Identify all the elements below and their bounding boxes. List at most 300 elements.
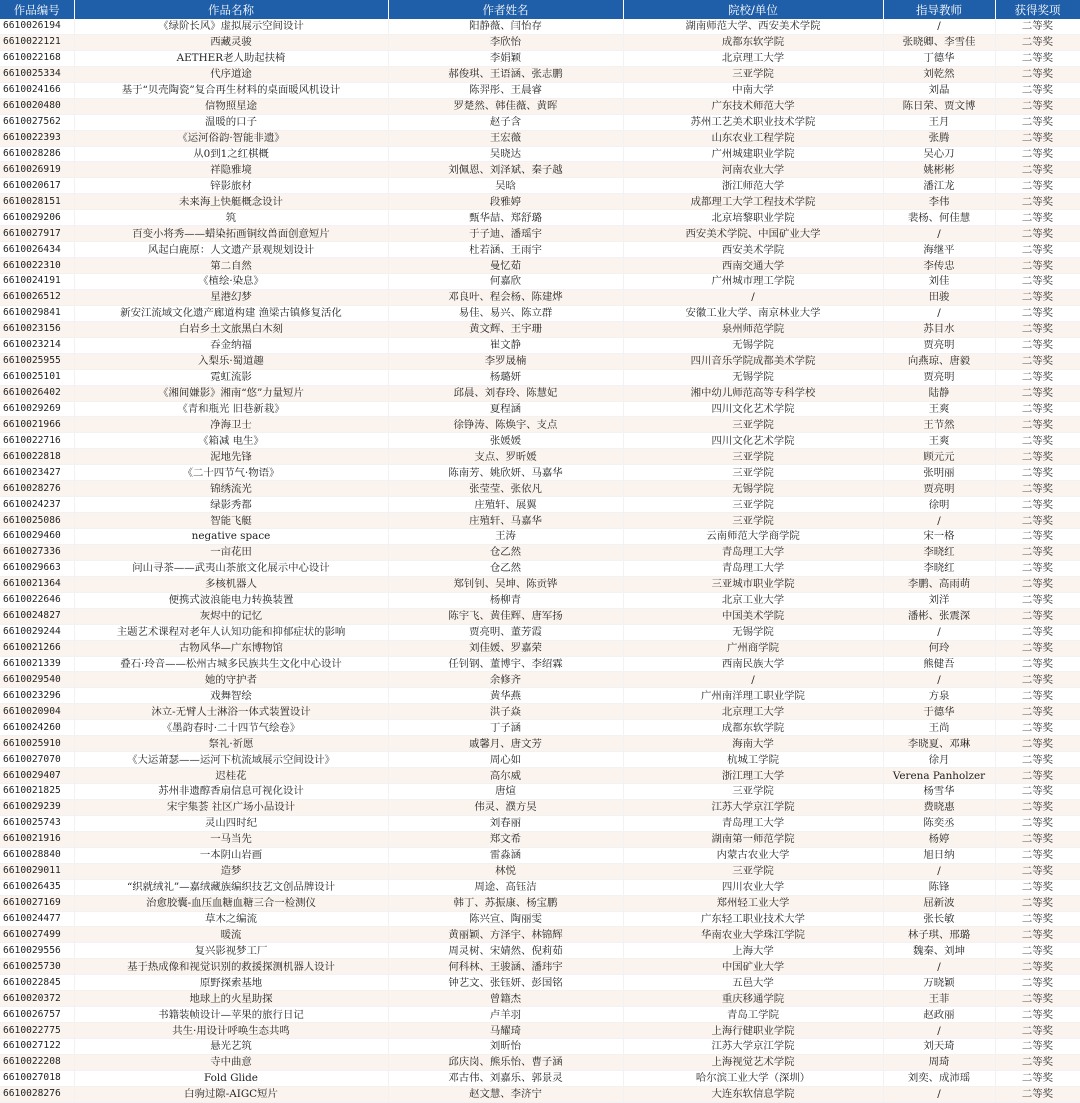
- work-name-cell: 《墨韵春时·二十四节气绘卷》: [74, 720, 388, 736]
- award-cell: 二等奖: [995, 1007, 1080, 1023]
- author-cell: 陈羿彤、王晨睿: [388, 82, 623, 98]
- advisor-cell: 刘奕、成沛瑶: [883, 1070, 995, 1086]
- author-cell: 余修齐: [388, 672, 623, 688]
- table-row: [0, 879, 1080, 895]
- author-cell: 李欣怡: [388, 34, 623, 50]
- table-row: [0, 1070, 1080, 1086]
- work-id-cell: 6610029239: [0, 799, 74, 815]
- advisor-cell: 宋一格: [883, 529, 995, 545]
- table-row: [0, 815, 1080, 831]
- institution-cell: 成都东软学院: [623, 34, 883, 50]
- work-id-cell: 6610022818: [0, 449, 74, 465]
- work-name-cell: 白驹过隙-AIGC短片: [74, 1086, 388, 1102]
- work-id-cell: 6610026757: [0, 1007, 74, 1023]
- author-cell: 贾亮明、董芳霞: [388, 624, 623, 640]
- advisor-cell: 潘彬、张震深: [883, 608, 995, 624]
- institution-cell: 西南民族大学: [623, 656, 883, 672]
- table-row: [0, 529, 1080, 545]
- work-name-cell: negative space: [74, 529, 388, 545]
- author-cell: 徐铮涛、陈焕宇、支点: [388, 417, 623, 433]
- award-cell: 二等奖: [995, 513, 1080, 529]
- award-cell: 二等奖: [995, 831, 1080, 847]
- work-id-cell: 6610022845: [0, 975, 74, 991]
- table-row: [0, 863, 1080, 879]
- work-id-cell: 6610028286: [0, 146, 74, 162]
- award-cell: 二等奖: [995, 194, 1080, 210]
- author-cell: 邓古伟、刘嘉乐、郭景灵: [388, 1070, 623, 1086]
- work-id-cell: 6610024827: [0, 608, 74, 624]
- institution-cell: 青岛理工大学: [623, 815, 883, 831]
- advisor-cell: 万晓颖: [883, 975, 995, 991]
- work-name-cell: 灵山四时纪: [74, 815, 388, 831]
- work-id-cell: 6610026434: [0, 242, 74, 258]
- work-id-cell: 6610029011: [0, 863, 74, 879]
- award-cell: 二等奖: [995, 274, 1080, 290]
- work-name-cell: 悬光艺筑: [74, 1039, 388, 1055]
- institution-cell: 广州商学院: [623, 640, 883, 656]
- advisor-cell: 贾亮明: [883, 481, 995, 497]
- header-row: [0, 0, 1080, 19]
- institution-cell: 广州城市理工学院: [623, 274, 883, 290]
- advisor-cell: 刘乾然: [883, 66, 995, 82]
- institution-cell: 四川音乐学院成都美术学院: [623, 353, 883, 369]
- institution-cell: 三亚学院: [623, 863, 883, 879]
- work-name-cell: 一亩花田: [74, 544, 388, 560]
- table-row: [0, 1086, 1080, 1102]
- advisor-cell: 苏目水: [883, 321, 995, 337]
- work-id-cell: 6610029269: [0, 401, 74, 417]
- author-cell: 夏程涵: [388, 401, 623, 417]
- author-cell: 曾籍杰: [388, 991, 623, 1007]
- award-cell: 二等奖: [995, 258, 1080, 274]
- institution-cell: 中南大学: [623, 82, 883, 98]
- advisor-cell: 王菲: [883, 991, 995, 1007]
- institution-cell: 北京培黎职业学院: [623, 210, 883, 226]
- award-cell: 二等奖: [995, 305, 1080, 321]
- advisor-cell: 何玲: [883, 640, 995, 656]
- award-cell: 二等奖: [995, 242, 1080, 258]
- advisor-cell: /: [883, 513, 995, 529]
- work-id-cell: 6610021916: [0, 831, 74, 847]
- advisor-cell: /: [883, 624, 995, 640]
- work-id-cell: 6610025101: [0, 369, 74, 385]
- table-row: [0, 624, 1080, 640]
- author-cell: 韩丁、苏振康、杨宝鹏: [388, 895, 623, 911]
- author-cell: 戚馨月、唐文芳: [388, 736, 623, 752]
- institution-cell: 北京工业大学: [623, 592, 883, 608]
- table-row: [0, 768, 1080, 784]
- work-id-cell: 6610022208: [0, 1054, 74, 1070]
- work-id-cell: 6610023296: [0, 688, 74, 704]
- work-id-cell: 6610028276: [0, 481, 74, 497]
- award-cell: 二等奖: [995, 863, 1080, 879]
- award-cell: 二等奖: [995, 768, 1080, 784]
- author-cell: 刘佳媛、罗嘉荣: [388, 640, 623, 656]
- work-name-cell: 第二自然: [74, 258, 388, 274]
- work-id-cell: 6610021825: [0, 784, 74, 800]
- institution-cell: 广州城建职业学院: [623, 146, 883, 162]
- author-cell: 赵子含: [388, 114, 623, 130]
- work-name-cell: 一本阴山岩画: [74, 847, 388, 863]
- work-name-cell: 迟桂花: [74, 768, 388, 784]
- work-name-cell: 草木之编流: [74, 911, 388, 927]
- work-id-cell: 6610026194: [0, 19, 74, 34]
- table-row: [0, 194, 1080, 210]
- work-name-cell: 《大运萧瑟——运河下杭流域展示空间设计》: [74, 752, 388, 768]
- institution-cell: 青岛理工大学: [623, 544, 883, 560]
- work-name-cell: 风起白鹿原：人文遗产景观规划设计: [74, 242, 388, 258]
- institution-cell: 河南农业大学: [623, 162, 883, 178]
- award-cell: 二等奖: [995, 1070, 1080, 1086]
- author-cell: 曼忆茹: [388, 258, 623, 274]
- award-cell: 二等奖: [995, 943, 1080, 959]
- work-id-cell: 6610022393: [0, 130, 74, 146]
- author-cell: 罗楚然、韩佳薇、黄晖: [388, 98, 623, 114]
- work-name-cell: 叠石·玲音——松州古城多民族共生文化中心设计: [74, 656, 388, 672]
- table-row: [0, 1007, 1080, 1023]
- work-name-cell: 书籍装帧设计—苹果的旅行日记: [74, 1007, 388, 1023]
- table-row: [0, 50, 1080, 66]
- author-cell: 刘春丽: [388, 815, 623, 831]
- award-cell: 二等奖: [995, 975, 1080, 991]
- author-cell: 刘昕怡: [388, 1039, 623, 1055]
- award-cell: 二等奖: [995, 481, 1080, 497]
- work-name-cell: 泥地先锋: [74, 449, 388, 465]
- author-cell: 周灵树、宋婧然、倪莉茹: [388, 943, 623, 959]
- author-cell: 庄殖轩、马嘉华: [388, 513, 623, 529]
- work-id-cell: 6610021266: [0, 640, 74, 656]
- advisor-cell: 贾亮明: [883, 337, 995, 353]
- work-name-cell: 暖流: [74, 927, 388, 943]
- institution-cell: 重庆移通学院: [623, 991, 883, 1007]
- table-row: [0, 560, 1080, 576]
- award-cell: 二等奖: [995, 417, 1080, 433]
- work-name-cell: 《绿阶长风》虚拟展示空间设计: [74, 19, 388, 34]
- award-cell: 二等奖: [995, 353, 1080, 369]
- institution-cell: 上海大学: [623, 943, 883, 959]
- award-cell: 二等奖: [995, 130, 1080, 146]
- award-cell: 二等奖: [995, 34, 1080, 50]
- work-id-cell: 6610024166: [0, 82, 74, 98]
- institution-cell: 上海行健职业学院: [623, 1023, 883, 1039]
- advisor-cell: 姚彬彬: [883, 162, 995, 178]
- advisor-cell: 裴杨、何佳慧: [883, 210, 995, 226]
- work-name-cell: 霓虹流影: [74, 369, 388, 385]
- work-name-cell: 《箱减 电生》: [74, 433, 388, 449]
- author-cell: 郑钊钊、吴坤、陈贡铧: [388, 576, 623, 592]
- work-id-cell: 6610020372: [0, 991, 74, 1007]
- advisor-cell: 徐明: [883, 497, 995, 513]
- institution-cell: 山东农业工程学院: [623, 130, 883, 146]
- table-row: [0, 752, 1080, 768]
- author-cell: 何科林、王骏涵、潘玮宇: [388, 959, 623, 975]
- author-cell: 林悦: [388, 863, 623, 879]
- advisor-cell: 李传忠: [883, 258, 995, 274]
- header-advisor: 指导教师: [883, 0, 995, 19]
- author-cell: 邱晨、刘春玲、陈慧妃: [388, 385, 623, 401]
- advisor-cell: 李晓夏、邓琳: [883, 736, 995, 752]
- author-cell: 仓乙然: [388, 544, 623, 560]
- institution-cell: 安徽工业大学、南京林业大学: [623, 305, 883, 321]
- institution-cell: 广东技术师范大学: [623, 98, 883, 114]
- advisor-cell: 旭日纳: [883, 847, 995, 863]
- award-cell: 二等奖: [995, 720, 1080, 736]
- table-row: [0, 943, 1080, 959]
- advisor-cell: 徐月: [883, 752, 995, 768]
- award-cell: 二等奖: [995, 337, 1080, 353]
- work-name-cell: 主题艺术课程对老年人认知功能和抑郁症状的影响: [74, 624, 388, 640]
- work-name-cell: 锌影旅材: [74, 178, 388, 194]
- table-row: [0, 704, 1080, 720]
- award-cell: 二等奖: [995, 98, 1080, 114]
- table-row: [0, 640, 1080, 656]
- award-cell: 二等奖: [995, 401, 1080, 417]
- work-name-cell: 信物照星途: [74, 98, 388, 114]
- work-id-cell: 6610022646: [0, 592, 74, 608]
- advisor-cell: 张腾: [883, 130, 995, 146]
- table-row: [0, 927, 1080, 943]
- author-cell: 郝俊琪、王语涵、张志鹏: [388, 66, 623, 82]
- work-name-cell: 《湘间嫌影》湘南“悠”力量短片: [74, 385, 388, 401]
- author-cell: 任钊钢、董博宇、李绍霖: [388, 656, 623, 672]
- award-cell: 二等奖: [995, 529, 1080, 545]
- award-cell: 二等奖: [995, 82, 1080, 98]
- table-row: [0, 353, 1080, 369]
- advisor-cell: Verena Panholzer: [883, 768, 995, 784]
- advisor-cell: 丁德华: [883, 50, 995, 66]
- award-cell: 二等奖: [995, 752, 1080, 768]
- work-id-cell: 6610020904: [0, 704, 74, 720]
- advisor-cell: 刘晶: [883, 82, 995, 98]
- award-cell: 二等奖: [995, 1054, 1080, 1070]
- advisor-cell: 王尚: [883, 720, 995, 736]
- award-cell: 二等奖: [995, 226, 1080, 242]
- header-author-names: 作者姓名: [388, 0, 623, 19]
- work-id-cell: 6610027169: [0, 895, 74, 911]
- work-id-cell: 6610027122: [0, 1039, 74, 1055]
- institution-cell: 五邑大学: [623, 975, 883, 991]
- award-cell: 二等奖: [995, 369, 1080, 385]
- award-cell: 二等奖: [995, 592, 1080, 608]
- table-row: [0, 305, 1080, 321]
- award-cell: 二等奖: [995, 959, 1080, 975]
- award-cell: 二等奖: [995, 991, 1080, 1007]
- institution-cell: 三亚学院: [623, 784, 883, 800]
- advisor-cell: 费晓惠: [883, 799, 995, 815]
- author-cell: 于子迪、潘瑶宇: [388, 226, 623, 242]
- table-row: [0, 513, 1080, 529]
- work-id-cell: 6610025730: [0, 959, 74, 975]
- author-cell: 唐煊: [388, 784, 623, 800]
- work-name-cell: 《青和瓶光 旧巷新栽》: [74, 401, 388, 417]
- institution-cell: 无锡学院: [623, 624, 883, 640]
- award-cell: 二等奖: [995, 672, 1080, 688]
- advisor-cell: 李晓红: [883, 560, 995, 576]
- institution-cell: 青岛工学院: [623, 1007, 883, 1023]
- award-cell: 二等奖: [995, 1039, 1080, 1055]
- institution-cell: 哈尔滨工业大学（深圳）: [623, 1070, 883, 1086]
- work-id-cell: 6610022168: [0, 50, 74, 66]
- table-row: [0, 911, 1080, 927]
- award-cell: 二等奖: [995, 879, 1080, 895]
- author-cell: 李娟颖: [388, 50, 623, 66]
- award-cell: 二等奖: [995, 688, 1080, 704]
- table-row: [0, 337, 1080, 353]
- table-row: [0, 98, 1080, 114]
- work-name-cell: 寺中曲意: [74, 1054, 388, 1070]
- award-cell: 二等奖: [995, 656, 1080, 672]
- institution-cell: 四川文化艺术学院: [623, 401, 883, 417]
- award-cell: 二等奖: [995, 66, 1080, 82]
- author-cell: 伟灵、濮方昊: [388, 799, 623, 815]
- work-name-cell: 筑: [74, 210, 388, 226]
- header-award: 获得奖项: [995, 0, 1080, 19]
- advisor-cell: 陈奕丞: [883, 815, 995, 831]
- institution-cell: 三亚城市职业学院: [623, 576, 883, 592]
- institution-cell: 云南师范大学商学院: [623, 529, 883, 545]
- institution-cell: 西安美术学院、中国矿业大学: [623, 226, 883, 242]
- work-name-cell: Fold Glide: [74, 1070, 388, 1086]
- author-cell: 刘佩恩、刘泽斌、秦子越: [388, 162, 623, 178]
- author-cell: 丁子涵: [388, 720, 623, 736]
- author-cell: 黄华燕: [388, 688, 623, 704]
- award-cell: 二等奖: [995, 847, 1080, 863]
- table-row: [0, 82, 1080, 98]
- award-cell: 二等奖: [995, 178, 1080, 194]
- advisor-cell: /: [883, 305, 995, 321]
- advisor-cell: /: [883, 226, 995, 242]
- institution-cell: 郑州轻工业大学: [623, 895, 883, 911]
- author-cell: 何嘉欣: [388, 274, 623, 290]
- work-id-cell: 6610024237: [0, 497, 74, 513]
- institution-cell: 杭城工学院: [623, 752, 883, 768]
- author-cell: 赵文慧、李济宁: [388, 1086, 623, 1102]
- award-cell: 二等奖: [995, 1086, 1080, 1102]
- advisor-cell: 吴心刀: [883, 146, 995, 162]
- header-institution: 院校/单位: [623, 0, 883, 19]
- work-id-cell: 6610022775: [0, 1023, 74, 1039]
- author-cell: 王涛: [388, 529, 623, 545]
- author-cell: 黄丽颖、方泽宇、林锦辉: [388, 927, 623, 943]
- work-name-cell: 戏舞智绘: [74, 688, 388, 704]
- institution-cell: 无锡学院: [623, 481, 883, 497]
- author-cell: 邱庆岗、熊乐怡、曹子涵: [388, 1054, 623, 1070]
- work-name-cell: 沐立-无臂人士淋浴一体式装置设计: [74, 704, 388, 720]
- institution-cell: 苏州工艺美术职业技术学院: [623, 114, 883, 130]
- work-name-cell: 绿影秀都: [74, 497, 388, 513]
- work-id-cell: 6610024477: [0, 911, 74, 927]
- table-row: [0, 321, 1080, 337]
- work-id-cell: 6610029460: [0, 529, 74, 545]
- work-id-cell: 6610028840: [0, 847, 74, 863]
- advisor-cell: /: [883, 1023, 995, 1039]
- work-id-cell: 6610021339: [0, 656, 74, 672]
- work-name-cell: 古物风华—广东博物馆: [74, 640, 388, 656]
- table-row: [0, 1054, 1080, 1070]
- advisor-cell: /: [883, 1086, 995, 1102]
- award-cell: 二等奖: [995, 50, 1080, 66]
- award-cell: 二等奖: [995, 927, 1080, 943]
- author-cell: 庄殖轩、展翼: [388, 497, 623, 513]
- table-row: [0, 34, 1080, 50]
- work-id-cell: 6610024191: [0, 274, 74, 290]
- institution-cell: 湖南第一师范学院: [623, 831, 883, 847]
- work-name-cell: 《植绘·染息》: [74, 274, 388, 290]
- table-row: [0, 114, 1080, 130]
- work-id-cell: 6610027018: [0, 1070, 74, 1086]
- advisor-cell: 陈锋: [883, 879, 995, 895]
- advisor-cell: 于德华: [883, 704, 995, 720]
- institution-cell: 四川文化艺术学院: [623, 433, 883, 449]
- author-cell: 段雅婷: [388, 194, 623, 210]
- work-name-cell: 智能飞艇: [74, 513, 388, 529]
- award-cell: 二等奖: [995, 544, 1080, 560]
- table-row: [0, 656, 1080, 672]
- author-cell: 雷淼涵: [388, 847, 623, 863]
- author-cell: 陈南芳、姚欣妍、马嘉华: [388, 465, 623, 481]
- advisor-cell: 李晓红: [883, 544, 995, 560]
- author-cell: 张莹莹、张依凡: [388, 481, 623, 497]
- advisor-cell: /: [883, 19, 995, 34]
- table-row: [0, 369, 1080, 385]
- institution-cell: 四川农业大学: [623, 879, 883, 895]
- author-cell: 卢羊羽: [388, 1007, 623, 1023]
- author-cell: 杜若涵、王雨宇: [388, 242, 623, 258]
- table-row: [0, 130, 1080, 146]
- institution-cell: 三亚学院: [623, 497, 883, 513]
- work-name-cell: “织就绒礼”—嘉绒藏族编织技艺文创品牌设计: [74, 879, 388, 895]
- author-cell: 高尔威: [388, 768, 623, 784]
- work-id-cell: 6610023214: [0, 337, 74, 353]
- institution-cell: /: [623, 672, 883, 688]
- work-name-cell: 共生·用设计呼唤生态共鸣: [74, 1023, 388, 1039]
- work-id-cell: 6610029244: [0, 624, 74, 640]
- work-id-cell: 6610027336: [0, 544, 74, 560]
- table-row: [0, 481, 1080, 497]
- author-cell: 周心如: [388, 752, 623, 768]
- award-cell: 二等奖: [995, 146, 1080, 162]
- institution-cell: 西南交通大学: [623, 258, 883, 274]
- award-cell: 二等奖: [995, 895, 1080, 911]
- author-cell: 王宏薇: [388, 130, 623, 146]
- work-id-cell: 6610028151: [0, 194, 74, 210]
- award-cell: 二等奖: [995, 576, 1080, 592]
- advisor-cell: 向燕琼、唐毅: [883, 353, 995, 369]
- work-name-cell: 代序道途: [74, 66, 388, 82]
- award-cell: 二等奖: [995, 114, 1080, 130]
- advisor-cell: 刘天琦: [883, 1039, 995, 1055]
- work-id-cell: 6610029663: [0, 560, 74, 576]
- award-cell: 二等奖: [995, 433, 1080, 449]
- award-cell: 二等奖: [995, 624, 1080, 640]
- work-name-cell: 新安江流域文化遗产廊道构建 渔梁古镇修复活化: [74, 305, 388, 321]
- advisor-cell: 杨雪华: [883, 784, 995, 800]
- work-id-cell: 6610029841: [0, 305, 74, 321]
- author-cell: 仓乙然: [388, 560, 623, 576]
- table-row: [0, 449, 1080, 465]
- institution-cell: 江苏大学京江学院: [623, 799, 883, 815]
- work-name-cell: 原野探索基地: [74, 975, 388, 991]
- work-name-cell: 《运河俗韵·智能非遗》: [74, 130, 388, 146]
- author-cell: 洪子焱: [388, 704, 623, 720]
- table-row: [0, 146, 1080, 162]
- institution-cell: 泉州师范学院: [623, 321, 883, 337]
- work-name-cell: 问山寻茶——武夷山茶旅文化展示中心设计: [74, 560, 388, 576]
- institution-cell: 成都理工大学工程技术学院: [623, 194, 883, 210]
- author-cell: 支点、罗昕媛: [388, 449, 623, 465]
- author-cell: 黄文辉、王宇珊: [388, 321, 623, 337]
- advisor-cell: /: [883, 672, 995, 688]
